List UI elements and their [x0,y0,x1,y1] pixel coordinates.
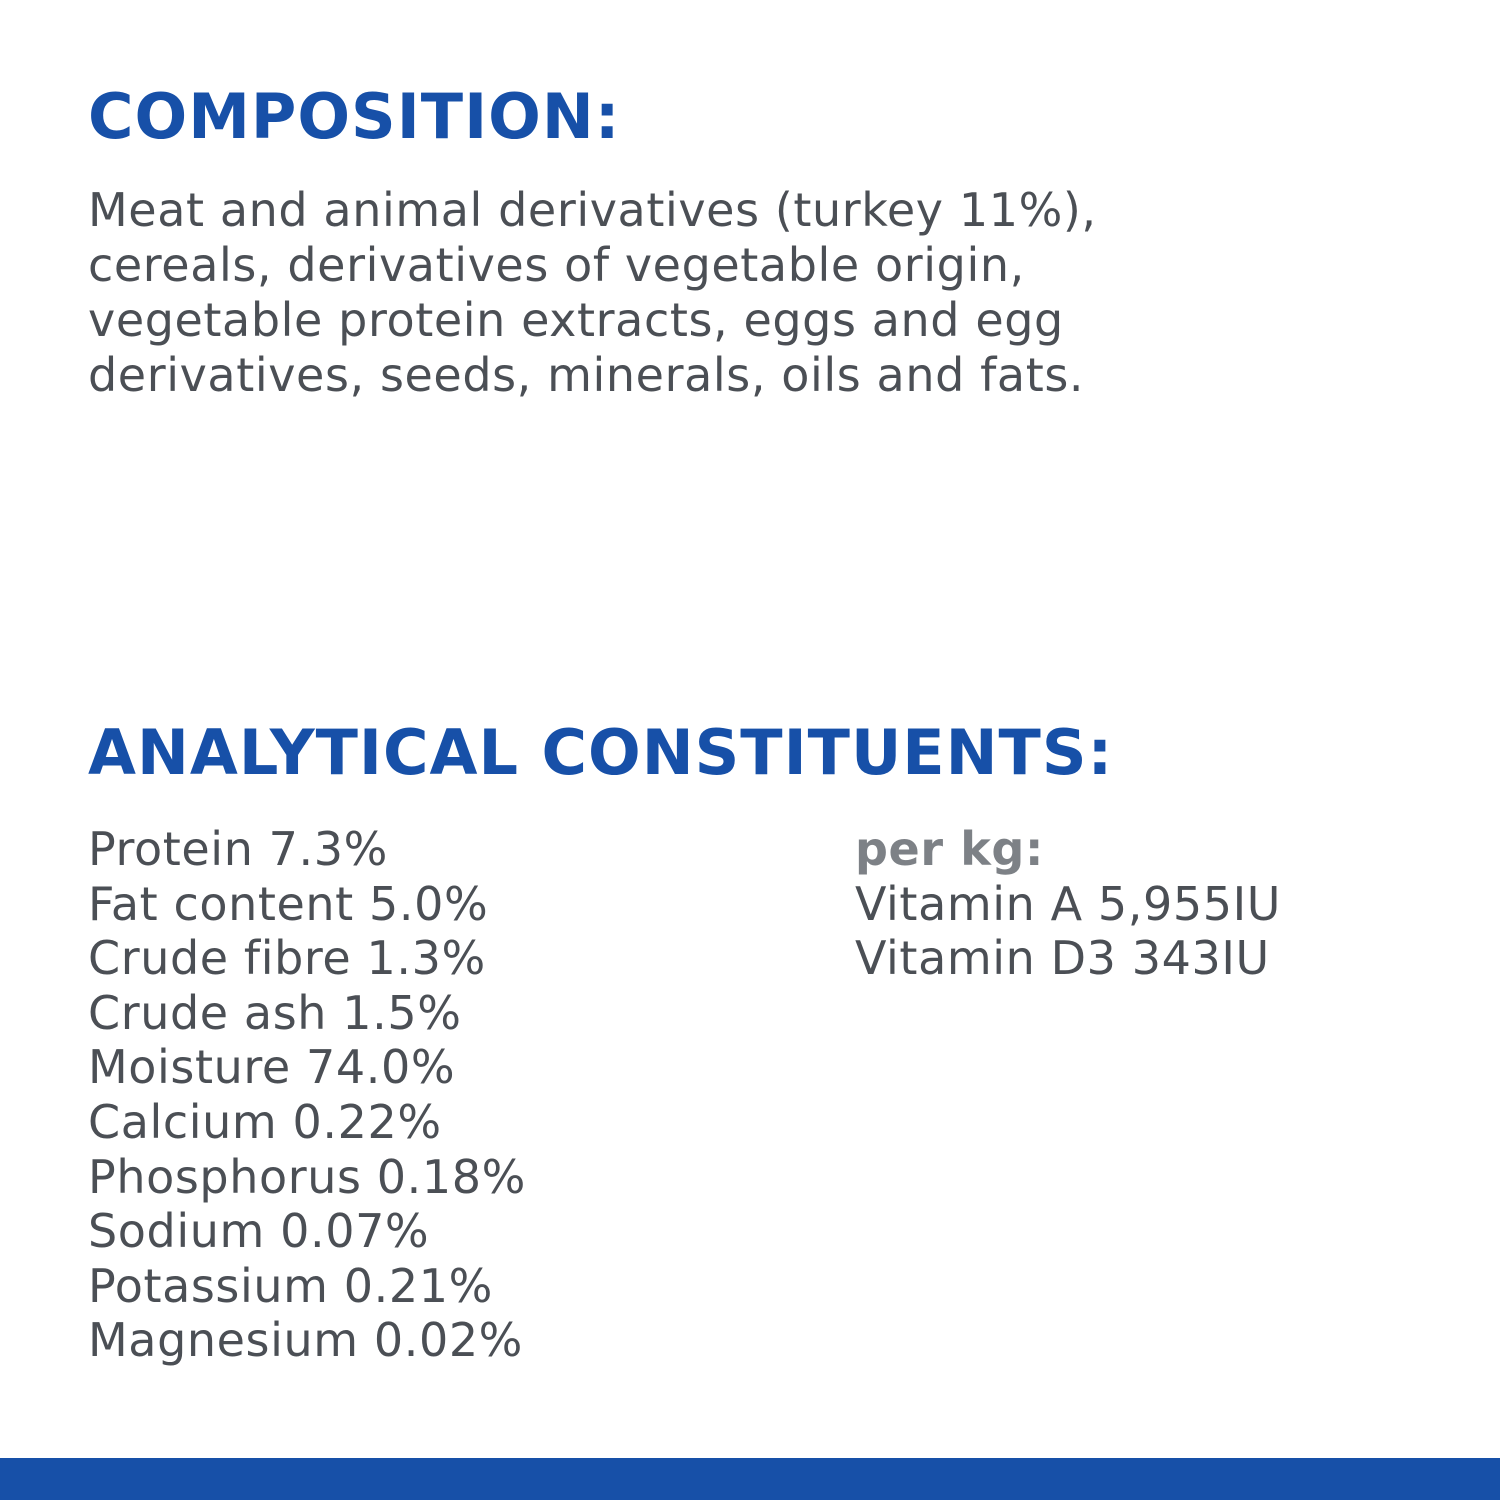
constituent-magnesium: Magnesium 0.02% [88,1313,523,1368]
constituent-calcium: Calcium 0.22% [88,1094,442,1149]
analytical-constituents-heading: ANALYTICAL CONSTITUENTS: [88,716,1114,789]
per-kg-list [855,877,1281,986]
composition-line: vegetable protein extracts, eggs and egg [88,293,1064,347]
vitamin-a: Vitamin A 5,955IU [855,876,1282,931]
constituent-crude-ash: Crude ash 1.5% [88,985,462,1040]
constituent-sodium: Sodium 0.07% [88,1204,430,1259]
vitamin-d3: Vitamin D3 343IU [855,931,1270,986]
per-kg-label: per kg: [855,822,1044,876]
constituent-phosphorus: Phosphorus 0.18% [88,1149,526,1204]
constituents-list [88,822,526,1368]
composition-line: derivatives, seeds, minerals, oils and fats. [88,348,1085,402]
composition-heading: COMPOSITION: [88,80,621,153]
constituent-fat-content: Fat content 5.0% [88,876,489,931]
composition-line: cereals, derivatives of vegetable origin, [88,238,1025,292]
constituent-moisture: Moisture 74.0% [88,1040,456,1095]
bottom-accent-bar [0,1458,1500,1500]
composition-text [88,183,1238,403]
per-kg-block [855,822,1281,986]
constituent-crude-fibre: Crude fibre 1.3% [88,931,486,986]
constituent-protein: Protein 7.3% [88,822,388,876]
composition-line: Meat and animal derivatives (turkey 11%), [88,183,1097,237]
constituent-potassium: Potassium 0.21% [88,1258,493,1313]
